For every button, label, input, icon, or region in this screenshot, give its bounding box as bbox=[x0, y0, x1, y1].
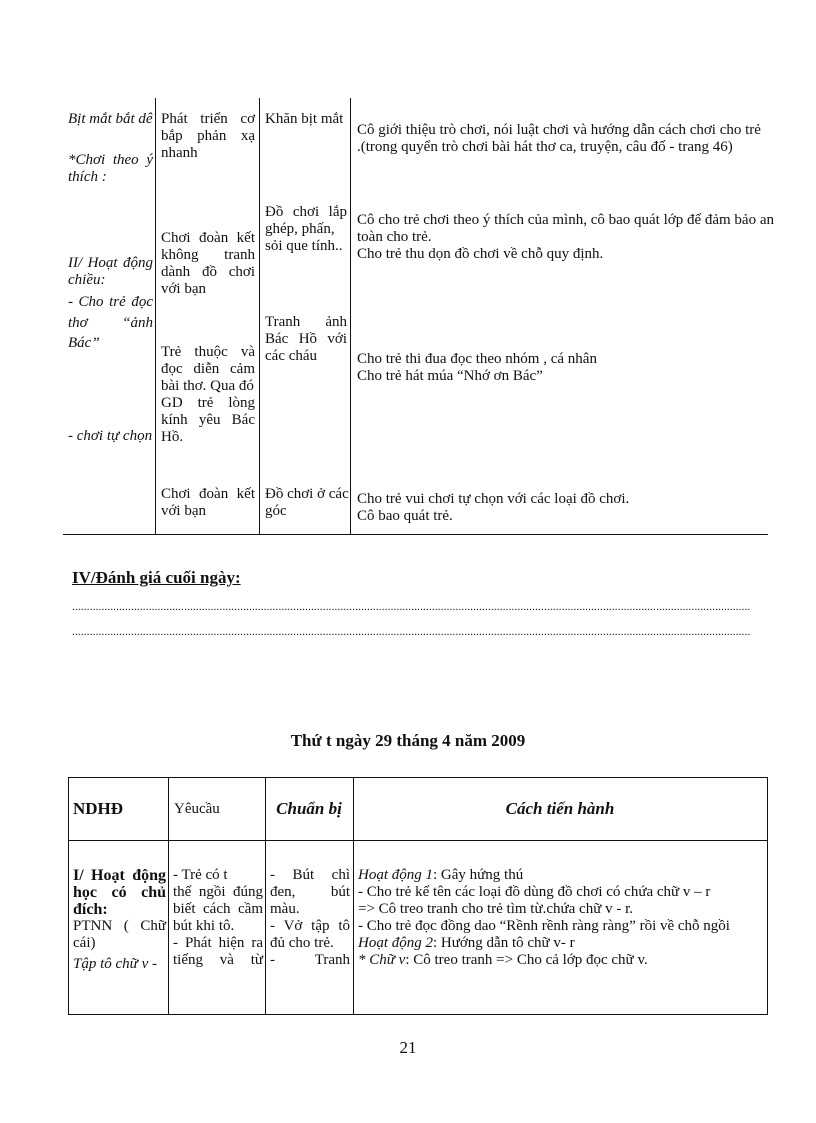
cell-text: ghép, phấn, bbox=[265, 221, 335, 237]
page-number: 21 bbox=[399, 1038, 417, 1057]
cell-text: .(trong quyển trò chơi bài hát thơ ca, truyện, câu đố - trang 46) bbox=[357, 139, 733, 155]
header-cach-tien-hanh: Cách tiến hành bbox=[505, 799, 615, 818]
table2-col3-preparation bbox=[270, 867, 350, 969]
cell-text: biết cách cầm bbox=[173, 901, 263, 917]
table1-col3-prep-a bbox=[265, 111, 347, 128]
evaluation-heading: IV/Đánh giá cuối ngày: bbox=[72, 568, 241, 587]
cell-text: Hoạt động 2 bbox=[358, 935, 433, 951]
table1-col1-freeplay-block bbox=[68, 152, 153, 186]
header-divider bbox=[69, 840, 767, 841]
cell-text: * Chữ v bbox=[358, 952, 406, 968]
cell-text: Cho trẻ hát múa “Nhớ ơn Bác” bbox=[357, 368, 543, 384]
cell-text: Cô cho trẻ chơi theo ý thích của mình, cô bao quát lớp để đảm bảo an bbox=[357, 212, 774, 228]
cell-text: - Tranh bbox=[270, 952, 350, 968]
cell-text: thế ngồi đúng bbox=[173, 884, 263, 900]
cell-text: *Chơi theo ý bbox=[68, 152, 153, 168]
cell-text: - Bút chì bbox=[270, 867, 350, 883]
table1-col1-selfplay-block bbox=[68, 428, 153, 445]
cell-text: Cô giới thiệu trò chơi, nói luật chơi và hướng dẫn cách chơi cho trẻ bbox=[357, 122, 761, 138]
cell-text: : Gây hứng thú bbox=[433, 867, 524, 883]
table1-col3-prep-c bbox=[265, 314, 347, 365]
cell-text-row bbox=[358, 867, 763, 884]
table1-col1-game-block bbox=[68, 111, 153, 128]
cell-text: bài thơ. Qua đó bbox=[161, 378, 254, 394]
table1-col3-prep-d bbox=[265, 486, 347, 520]
cell-text: - Phát hiện ra bbox=[173, 935, 263, 951]
cell-text: thích : bbox=[68, 169, 107, 185]
table1-col1-afternoon-block bbox=[68, 255, 153, 352]
cell-text: Trẻ thuộc và bbox=[161, 344, 255, 360]
table1-col2-goal-b bbox=[161, 230, 255, 298]
cell-text: Chơi đoàn kết bbox=[161, 486, 255, 502]
cell-text: Tập tô chữ v - bbox=[73, 956, 158, 972]
cell-text: Hoạt động 1 bbox=[358, 867, 433, 883]
cell-text: sỏi que tính.. bbox=[265, 238, 343, 254]
evaluation-dotted-line: ...................................................................................................................................................................................................................................... bbox=[72, 627, 751, 637]
header-yeu-cau: Yêucầu bbox=[174, 800, 220, 817]
table1-col4-steps-d bbox=[357, 491, 762, 525]
lesson-plan-table bbox=[68, 777, 768, 1015]
cell-text: : Cô treo tranh => Cho cả lớp đọc chữ v. bbox=[405, 952, 648, 968]
cell-text: Tranh ảnh bbox=[265, 314, 347, 330]
table1-col2-goal-d bbox=[161, 486, 255, 520]
cell-text: không tranh bbox=[161, 247, 255, 263]
cell-text: Chơi đoàn kết bbox=[161, 230, 255, 246]
cell-text: Khăn bịt mắt bbox=[265, 111, 344, 127]
cell-text: Cho trẻ thi đua đọc theo nhóm , cá nhân bbox=[357, 351, 597, 367]
cell-text: đen, bút bbox=[270, 884, 350, 900]
cell-text: thơ bbox=[68, 315, 88, 331]
cell-text: với bạn bbox=[161, 503, 207, 519]
header-ndhd: NDHĐ bbox=[73, 799, 124, 818]
cell-text: toàn cho trẻ. bbox=[357, 229, 432, 245]
table1-col4-steps-a bbox=[357, 122, 762, 156]
cell-text: với bạn bbox=[161, 281, 207, 297]
cell-text: II/ Hoạt động bbox=[68, 255, 153, 271]
column-divider bbox=[350, 98, 351, 534]
cell-text: nhanh bbox=[161, 145, 198, 161]
cell-text: Đồ chơi lắp bbox=[265, 204, 347, 220]
cell-text: đủ cho trẻ. bbox=[270, 935, 334, 951]
cell-text: Cô bao quát trẻ. bbox=[357, 508, 453, 524]
table1-col4-steps-b bbox=[357, 212, 774, 263]
cell-text: các cháu bbox=[265, 348, 318, 364]
cell-text: Bịt mắt bắt dê bbox=[68, 111, 153, 127]
cell-text: kính yêu Bác bbox=[161, 412, 255, 428]
column-divider bbox=[259, 98, 260, 534]
cell-text: - Vở tập tô bbox=[270, 918, 350, 934]
cell-text: - Cho trẻ kể tên các loại đồ dùng đồ chơi có chứa chữ v – r bbox=[358, 884, 711, 900]
cell-text: góc bbox=[265, 503, 287, 519]
cell-text: : Hướng dẫn tô chữ v- r bbox=[433, 935, 575, 951]
cell-text: - Cho trẻ đọc bbox=[68, 294, 153, 310]
cell-text: => Cô treo tranh cho trẻ tìm từ.chứa chữ v - r. bbox=[358, 901, 633, 917]
table1-col2-goal-a bbox=[161, 111, 255, 162]
cell-text: dành đồ chơi bbox=[161, 264, 255, 280]
cell-text: - Trẻ có t bbox=[173, 867, 228, 883]
day-title: Thứ t ngày 29 tháng 4 năm 2009 bbox=[290, 731, 526, 750]
cell-text: cái) bbox=[73, 935, 96, 951]
column-divider bbox=[155, 98, 156, 534]
cell-text: PTNN ( Chữ bbox=[73, 918, 166, 934]
cell-text: Cho trẻ thu dọn đồ chơi về chỗ quy định. bbox=[357, 246, 604, 262]
table1-col3-prep-b bbox=[265, 204, 347, 255]
cell-text: Hồ. bbox=[161, 429, 184, 445]
cell-text: bút khi tô. bbox=[173, 918, 235, 934]
cell-text: bắp phản xạ bbox=[161, 128, 255, 144]
table1-col4-steps-c bbox=[357, 351, 762, 385]
cell-text: Bác Hồ với bbox=[265, 331, 347, 347]
cell-text: Phát triển cơ bbox=[161, 111, 255, 127]
table2-col1-content bbox=[73, 867, 166, 973]
table2-col2-requirements bbox=[173, 867, 263, 969]
cell-text: học có chủ bbox=[73, 884, 166, 901]
cell-text: Đồ chơi ở các bbox=[265, 486, 349, 502]
header-chuan-bi: Chuẩn bị bbox=[276, 799, 342, 818]
cell-text: tiếng và từ bbox=[173, 952, 263, 968]
cell-text: I/ Hoạt động bbox=[73, 867, 166, 884]
evaluation-dotted-line: ...................................................................................................................................................................................................................................... bbox=[72, 602, 751, 612]
cell-text: đọc diễn cảm bbox=[161, 361, 255, 377]
cell-text: Cho trẻ vui chơi tự chọn với các loại đồ chơi. bbox=[357, 491, 630, 507]
cell-text-row bbox=[358, 952, 763, 969]
cell-text-row bbox=[358, 935, 763, 952]
cell-text: màu. bbox=[270, 901, 300, 917]
cell-text-row bbox=[68, 315, 153, 332]
cell-text: - chơi tự chọn bbox=[68, 428, 153, 444]
cell-text: - Cho trẻ đọc đồng dao “Rềnh rềnh ràng ràng” rồi về chỗ ngồi bbox=[358, 918, 730, 934]
cell-text: Bác” bbox=[68, 335, 100, 351]
table2-col4-procedure bbox=[358, 867, 763, 969]
cell-text: chiều: bbox=[68, 272, 106, 288]
cell-text: đích: bbox=[73, 901, 108, 918]
cell-text: “ảnh bbox=[122, 315, 153, 331]
activity-table-continued bbox=[63, 98, 774, 535]
cell-text: GD trẻ lòng bbox=[161, 395, 255, 411]
table1-col2-goal-c bbox=[161, 344, 255, 446]
